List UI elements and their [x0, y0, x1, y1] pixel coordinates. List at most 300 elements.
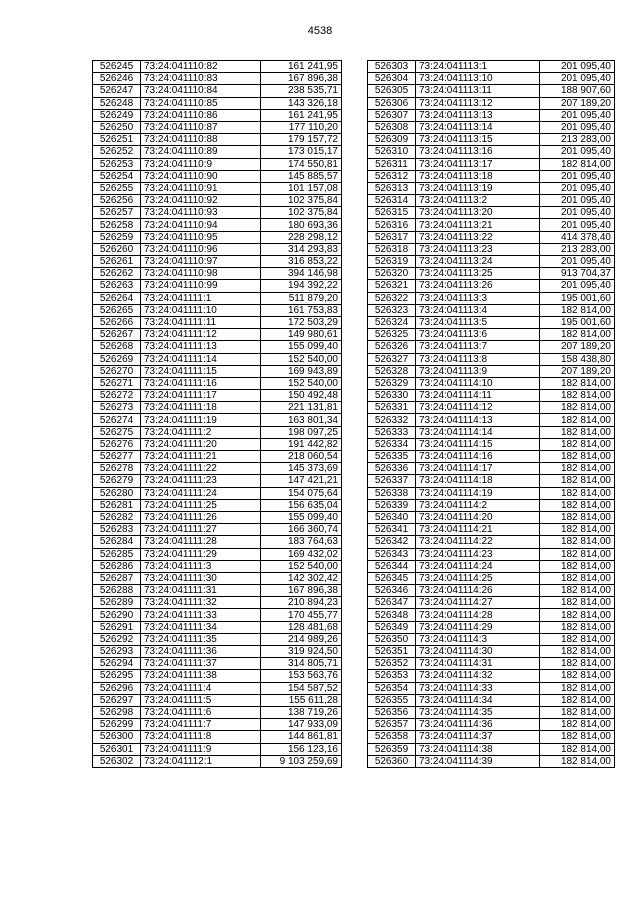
cadastral-value-cell: 213 283,00 [540, 134, 615, 146]
cadastral-number-cell: 73:24:041111:36 [141, 646, 261, 658]
table-row [93, 377, 342, 389]
cadastral-number-cell: 73:24:041113:17 [416, 158, 540, 170]
cadastral-number-cell: 73:24:041113:21 [416, 219, 540, 231]
cadastral-value-cell: 207 189,20 [540, 365, 615, 377]
table-row [368, 597, 615, 609]
record-number-cell: 526336 [368, 463, 416, 475]
table-row [368, 426, 615, 438]
cadastral-number-cell: 73:24:041110:94 [141, 219, 261, 231]
record-number-cell: 526250 [93, 121, 141, 133]
table-row [93, 548, 342, 560]
cadastral-number-cell: 73:24:041111:12 [141, 329, 261, 341]
record-number-cell: 526321 [368, 280, 416, 292]
cadastral-number-cell: 73:24:041114:35 [416, 706, 540, 718]
register-table-right-body [368, 61, 615, 768]
cadastral-number-cell: 73:24:041111:32 [141, 597, 261, 609]
cadastral-number-cell: 73:24:041110:95 [141, 231, 261, 243]
table-row [368, 706, 615, 718]
cadastral-number-cell: 73:24:041110:92 [141, 195, 261, 207]
cadastral-value-cell: 102 375,84 [261, 195, 342, 207]
cadastral-number-cell: 73:24:041111:20 [141, 438, 261, 450]
record-number-cell: 526327 [368, 353, 416, 365]
record-number-cell: 526322 [368, 292, 416, 304]
table-row [368, 633, 615, 645]
table-row [368, 158, 615, 170]
cadastral-value-cell: 194 392,22 [261, 280, 342, 292]
table-row [93, 706, 342, 718]
cadastral-number-cell: 73:24:041113:22 [416, 231, 540, 243]
cadastral-number-cell: 73:24:041114:3 [416, 633, 540, 645]
record-number-cell: 526254 [93, 170, 141, 182]
cadastral-value-cell: 147 421,21 [261, 475, 342, 487]
cadastral-value-cell: 154 075,64 [261, 487, 342, 499]
table-row [368, 658, 615, 670]
record-number-cell: 526356 [368, 706, 416, 718]
cadastral-value-cell: 101 157,08 [261, 182, 342, 194]
table-row [368, 414, 615, 426]
record-number-cell: 526311 [368, 158, 416, 170]
record-number-cell: 526304 [368, 73, 416, 85]
cadastral-number-cell: 73:24:041114:30 [416, 646, 540, 658]
table-row [93, 646, 342, 658]
table-row [93, 755, 342, 767]
table-row [368, 219, 615, 231]
table-row [93, 438, 342, 450]
table-row [368, 195, 615, 207]
cadastral-value-cell: 182 814,00 [540, 731, 615, 743]
record-number-cell: 526313 [368, 182, 416, 194]
cadastral-number-cell: 73:24:041114:19 [416, 487, 540, 499]
cadastral-value-cell: 218 060,54 [261, 451, 342, 463]
cadastral-number-cell: 73:24:041114:36 [416, 719, 540, 731]
cadastral-number-cell: 73:24:041114:24 [416, 560, 540, 572]
cadastral-number-cell: 73:24:041111:24 [141, 487, 261, 499]
table-row [368, 329, 615, 341]
table-row [93, 451, 342, 463]
cadastral-number-cell: 73:24:041114:17 [416, 463, 540, 475]
record-number-cell: 526276 [93, 438, 141, 450]
cadastral-value-cell: 238 535,71 [261, 85, 342, 97]
cadastral-value-cell: 182 814,00 [540, 646, 615, 658]
cadastral-value-cell: 182 814,00 [540, 548, 615, 560]
cadastral-value-cell: 169 943,89 [261, 365, 342, 377]
table-row [368, 572, 615, 584]
table-row [93, 414, 342, 426]
record-number-cell: 526326 [368, 341, 416, 353]
cadastral-value-cell: 142 302,42 [261, 572, 342, 584]
record-number-cell: 526270 [93, 365, 141, 377]
record-number-cell: 526273 [93, 402, 141, 414]
record-number-cell: 526345 [368, 572, 416, 584]
table-row [368, 85, 615, 97]
record-number-cell: 526249 [93, 109, 141, 121]
cadastral-value-cell: 161 241,95 [261, 61, 342, 73]
record-number-cell: 526333 [368, 426, 416, 438]
cadastral-value-cell: 145 885,57 [261, 170, 342, 182]
cadastral-value-cell: 182 814,00 [540, 585, 615, 597]
cadastral-value-cell: 182 814,00 [540, 670, 615, 682]
cadastral-value-cell: 182 814,00 [540, 487, 615, 499]
record-number-cell: 526347 [368, 597, 416, 609]
cadastral-value-cell: 180 693,36 [261, 219, 342, 231]
table-row [368, 341, 615, 353]
table-row [368, 438, 615, 450]
cadastral-value-cell: 167 896,38 [261, 585, 342, 597]
cadastral-value-cell: 201 095,40 [540, 207, 615, 219]
cadastral-value-cell: 201 095,40 [540, 256, 615, 268]
cadastral-number-cell: 73:24:041114:38 [416, 743, 540, 755]
cadastral-value-cell: 179 157,72 [261, 134, 342, 146]
table-row [368, 109, 615, 121]
record-number-cell: 526339 [368, 499, 416, 511]
cadastral-value-cell: 201 095,40 [540, 73, 615, 85]
cadastral-number-cell: 73:24:041113:24 [416, 256, 540, 268]
table-row [368, 316, 615, 328]
record-number-cell: 526290 [93, 609, 141, 621]
cadastral-value-cell: 182 814,00 [540, 451, 615, 463]
cadastral-value-cell: 314 805,71 [261, 658, 342, 670]
record-number-cell: 526292 [93, 633, 141, 645]
table-row [93, 121, 342, 133]
cadastral-number-cell: 73:24:041113:5 [416, 316, 540, 328]
record-number-cell: 526275 [93, 426, 141, 438]
record-number-cell: 526328 [368, 365, 416, 377]
record-number-cell: 526353 [368, 670, 416, 682]
cadastral-number-cell: 73:24:041110:97 [141, 256, 261, 268]
cadastral-value-cell: 152 540,00 [261, 377, 342, 389]
cadastral-value-cell: 201 095,40 [540, 121, 615, 133]
record-number-cell: 526269 [93, 353, 141, 365]
record-number-cell: 526350 [368, 633, 416, 645]
cadastral-value-cell: 173 015,17 [261, 146, 342, 158]
record-number-cell: 526351 [368, 646, 416, 658]
cadastral-value-cell: 182 814,00 [540, 524, 615, 536]
table-row [368, 451, 615, 463]
cadastral-value-cell: 182 814,00 [540, 463, 615, 475]
table-row [93, 743, 342, 755]
cadastral-value-cell: 214 989,26 [261, 633, 342, 645]
cadastral-number-cell: 73:24:041113:8 [416, 353, 540, 365]
cadastral-value-cell: 228 298,12 [261, 231, 342, 243]
cadastral-number-cell: 73:24:041111:25 [141, 499, 261, 511]
cadastral-value-cell: 195 001,60 [540, 316, 615, 328]
record-number-cell: 526354 [368, 682, 416, 694]
table-row [368, 621, 615, 633]
cadastral-number-cell: 73:24:041114:14 [416, 426, 540, 438]
cadastral-number-cell: 73:24:041114:2 [416, 499, 540, 511]
record-number-cell: 526283 [93, 524, 141, 536]
record-number-cell: 526263 [93, 280, 141, 292]
cadastral-value-cell: 166 360,74 [261, 524, 342, 536]
cadastral-number-cell: 73:24:041114:13 [416, 414, 540, 426]
table-row [93, 109, 342, 121]
register-table-right [367, 60, 615, 768]
cadastral-value-cell: 182 814,00 [540, 560, 615, 572]
cadastral-value-cell: 394 146,98 [261, 268, 342, 280]
table-row [368, 402, 615, 414]
cadastral-value-cell: 128 481,68 [261, 621, 342, 633]
table-row [368, 731, 615, 743]
cadastral-value-cell: 182 814,00 [540, 682, 615, 694]
record-number-cell: 526257 [93, 207, 141, 219]
record-number-cell: 526264 [93, 292, 141, 304]
record-number-cell: 526360 [368, 755, 416, 767]
record-number-cell: 526358 [368, 731, 416, 743]
record-number-cell: 526294 [93, 658, 141, 670]
record-number-cell: 526266 [93, 316, 141, 328]
record-number-cell: 526248 [93, 97, 141, 109]
cadastral-number-cell: 73:24:041110:9 [141, 158, 261, 170]
table-row [93, 572, 342, 584]
cadastral-number-cell: 73:24:041113:20 [416, 207, 540, 219]
table-row [368, 670, 615, 682]
table-row [93, 182, 342, 194]
cadastral-value-cell: 188 907,60 [540, 85, 615, 97]
table-row [93, 524, 342, 536]
table-row [93, 487, 342, 499]
cadastral-number-cell: 73:24:041114:37 [416, 731, 540, 743]
table-row [368, 170, 615, 182]
record-number-cell: 526268 [93, 341, 141, 353]
record-number-cell: 526357 [368, 719, 416, 731]
cadastral-value-cell: 201 095,40 [540, 170, 615, 182]
cadastral-value-cell: 182 814,00 [540, 755, 615, 767]
cadastral-number-cell: 73:24:041114:22 [416, 536, 540, 548]
table-row [93, 463, 342, 475]
table-row [368, 304, 615, 316]
cadastral-value-cell: 183 764,63 [261, 536, 342, 548]
table-row [368, 743, 615, 755]
cadastral-value-cell: 191 442,82 [261, 438, 342, 450]
record-number-cell: 526352 [368, 658, 416, 670]
table-row [93, 402, 342, 414]
cadastral-value-cell: 182 814,00 [540, 499, 615, 511]
record-number-cell: 526312 [368, 170, 416, 182]
record-number-cell: 526265 [93, 304, 141, 316]
cadastral-number-cell: 73:24:041114:33 [416, 682, 540, 694]
record-number-cell: 526323 [368, 304, 416, 316]
cadastral-value-cell: 210 894,23 [261, 597, 342, 609]
cadastral-number-cell: 73:24:041111:3 [141, 560, 261, 572]
record-number-cell: 526315 [368, 207, 416, 219]
cadastral-value-cell: 156 635,04 [261, 499, 342, 511]
table-row [368, 524, 615, 536]
table-row [93, 292, 342, 304]
record-number-cell: 526332 [368, 414, 416, 426]
cadastral-number-cell: 73:24:041114:31 [416, 658, 540, 670]
cadastral-value-cell: 182 814,00 [540, 426, 615, 438]
cadastral-number-cell: 73:24:041111:18 [141, 402, 261, 414]
table-row [93, 243, 342, 255]
cadastral-number-cell: 73:24:041110:86 [141, 109, 261, 121]
table-row [368, 97, 615, 109]
cadastral-value-cell: 182 814,00 [540, 658, 615, 670]
table-row [368, 292, 615, 304]
cadastral-number-cell: 73:24:041114:39 [416, 755, 540, 767]
cadastral-value-cell: 154 587,52 [261, 682, 342, 694]
table-row [93, 341, 342, 353]
table-row [93, 207, 342, 219]
record-number-cell: 526306 [368, 97, 416, 109]
cadastral-number-cell: 73:24:041111:23 [141, 475, 261, 487]
record-number-cell: 526301 [93, 743, 141, 755]
record-number-cell: 526285 [93, 548, 141, 560]
cadastral-value-cell: 207 189,20 [540, 341, 615, 353]
cadastral-number-cell: 73:24:041114:20 [416, 511, 540, 523]
table-row [93, 158, 342, 170]
cadastral-number-cell: 73:24:041114:27 [416, 597, 540, 609]
record-number-cell: 526261 [93, 256, 141, 268]
cadastral-number-cell: 73:24:041111:21 [141, 451, 261, 463]
table-row [368, 499, 615, 511]
record-number-cell: 526258 [93, 219, 141, 231]
record-number-cell: 526318 [368, 243, 416, 255]
cadastral-number-cell: 73:24:041113:19 [416, 182, 540, 194]
cadastral-number-cell: 73:24:041114:29 [416, 621, 540, 633]
cadastral-value-cell: 156 123,16 [261, 743, 342, 755]
cadastral-number-cell: 73:24:041110:82 [141, 61, 261, 73]
record-number-cell: 526293 [93, 646, 141, 658]
table-row [93, 499, 342, 511]
record-number-cell: 526253 [93, 158, 141, 170]
cadastral-value-cell: 201 095,40 [540, 195, 615, 207]
table-row [93, 536, 342, 548]
table-row [93, 61, 342, 73]
record-number-cell: 526320 [368, 268, 416, 280]
cadastral-number-cell: 73:24:041113:11 [416, 85, 540, 97]
table-row [368, 694, 615, 706]
record-number-cell: 526298 [93, 706, 141, 718]
cadastral-number-cell: 73:24:041113:18 [416, 170, 540, 182]
table-row [368, 646, 615, 658]
table-row [368, 134, 615, 146]
cadastral-value-cell: 913 704,37 [540, 268, 615, 280]
cadastral-number-cell: 73:24:041113:4 [416, 304, 540, 316]
record-number-cell: 526288 [93, 585, 141, 597]
cadastral-number-cell: 73:24:041110:98 [141, 268, 261, 280]
cadastral-value-cell: 150 492,48 [261, 390, 342, 402]
cadastral-value-cell: 182 814,00 [540, 536, 615, 548]
cadastral-value-cell: 182 814,00 [540, 743, 615, 755]
cadastral-value-cell: 201 095,40 [540, 146, 615, 158]
record-number-cell: 526262 [93, 268, 141, 280]
record-number-cell: 526245 [93, 61, 141, 73]
cadastral-number-cell: 73:24:041112:1 [141, 755, 261, 767]
record-number-cell: 526286 [93, 560, 141, 572]
record-number-cell: 526314 [368, 195, 416, 207]
cadastral-value-cell: 155 611,28 [261, 694, 342, 706]
cadastral-number-cell: 73:24:041110:93 [141, 207, 261, 219]
cadastral-number-cell: 73:24:041111:27 [141, 524, 261, 536]
table-row [93, 353, 342, 365]
record-number-cell: 526300 [93, 731, 141, 743]
record-number-cell: 526252 [93, 146, 141, 158]
table-row [93, 426, 342, 438]
cadastral-value-cell: 147 933,09 [261, 719, 342, 731]
record-number-cell: 526349 [368, 621, 416, 633]
cadastral-number-cell: 73:24:041111:1 [141, 292, 261, 304]
cadastral-value-cell: 169 432,02 [261, 548, 342, 560]
cadastral-number-cell: 73:24:041111:6 [141, 706, 261, 718]
cadastral-value-cell: 182 814,00 [540, 706, 615, 718]
cadastral-value-cell: 145 373,69 [261, 463, 342, 475]
cadastral-number-cell: 73:24:041111:19 [141, 414, 261, 426]
cadastral-number-cell: 73:24:041114:23 [416, 548, 540, 560]
cadastral-number-cell: 73:24:041114:12 [416, 402, 540, 414]
table-row [93, 597, 342, 609]
record-number-cell: 526342 [368, 536, 416, 548]
table-row [93, 231, 342, 243]
cadastral-value-cell: 161 753,83 [261, 304, 342, 316]
record-number-cell: 526272 [93, 390, 141, 402]
table-row [93, 511, 342, 523]
table-row [93, 609, 342, 621]
record-number-cell: 526255 [93, 182, 141, 194]
cadastral-value-cell: 163 801,34 [261, 414, 342, 426]
cadastral-number-cell: 73:24:041111:9 [141, 743, 261, 755]
table-row [368, 61, 615, 73]
cadastral-value-cell: 155 099,40 [261, 511, 342, 523]
table-row [368, 377, 615, 389]
record-number-cell: 526335 [368, 451, 416, 463]
table-row [368, 487, 615, 499]
cadastral-number-cell: 73:24:041110:88 [141, 134, 261, 146]
record-number-cell: 526302 [93, 755, 141, 767]
cadastral-value-cell: 182 814,00 [540, 694, 615, 706]
record-number-cell: 526291 [93, 621, 141, 633]
cadastral-number-cell: 73:24:041114:25 [416, 572, 540, 584]
cadastral-number-cell: 73:24:041111:13 [141, 341, 261, 353]
cadastral-number-cell: 73:24:041114:21 [416, 524, 540, 536]
cadastral-number-cell: 73:24:041110:83 [141, 73, 261, 85]
cadastral-number-cell: 73:24:041110:87 [141, 121, 261, 133]
record-number-cell: 526247 [93, 85, 141, 97]
record-number-cell: 526317 [368, 231, 416, 243]
table-row [93, 585, 342, 597]
cadastral-number-cell: 73:24:041113:15 [416, 134, 540, 146]
table-row [368, 511, 615, 523]
register-table-left-body [93, 61, 342, 768]
cadastral-value-cell: 182 814,00 [540, 329, 615, 341]
record-number-cell: 526334 [368, 438, 416, 450]
cadastral-value-cell: 221 131,81 [261, 402, 342, 414]
record-number-cell: 526251 [93, 134, 141, 146]
cadastral-value-cell: 9 103 259,69 [261, 755, 342, 767]
table-row [368, 755, 615, 767]
cadastral-value-cell: 198 097,25 [261, 426, 342, 438]
table-row [368, 207, 615, 219]
cadastral-number-cell: 73:24:041111:5 [141, 694, 261, 706]
cadastral-number-cell: 73:24:041114:34 [416, 694, 540, 706]
table-row [368, 256, 615, 268]
cadastral-number-cell: 73:24:041113:23 [416, 243, 540, 255]
cadastral-number-cell: 73:24:041110:89 [141, 146, 261, 158]
table-row [93, 475, 342, 487]
cadastral-number-cell: 73:24:041113:2 [416, 195, 540, 207]
cadastral-value-cell: 158 438,80 [540, 353, 615, 365]
cadastral-value-cell: 143 326,18 [261, 97, 342, 109]
table-row [93, 268, 342, 280]
record-number-cell: 526297 [93, 694, 141, 706]
table-row [368, 390, 615, 402]
table-row [93, 256, 342, 268]
cadastral-number-cell: 73:24:041111:33 [141, 609, 261, 621]
page-number: 4538 [307, 25, 333, 37]
table-row [93, 316, 342, 328]
cadastral-number-cell: 73:24:041113:9 [416, 365, 540, 377]
cadastral-number-cell: 73:24:041113:1 [416, 61, 540, 73]
cadastral-value-cell: 182 814,00 [540, 621, 615, 633]
